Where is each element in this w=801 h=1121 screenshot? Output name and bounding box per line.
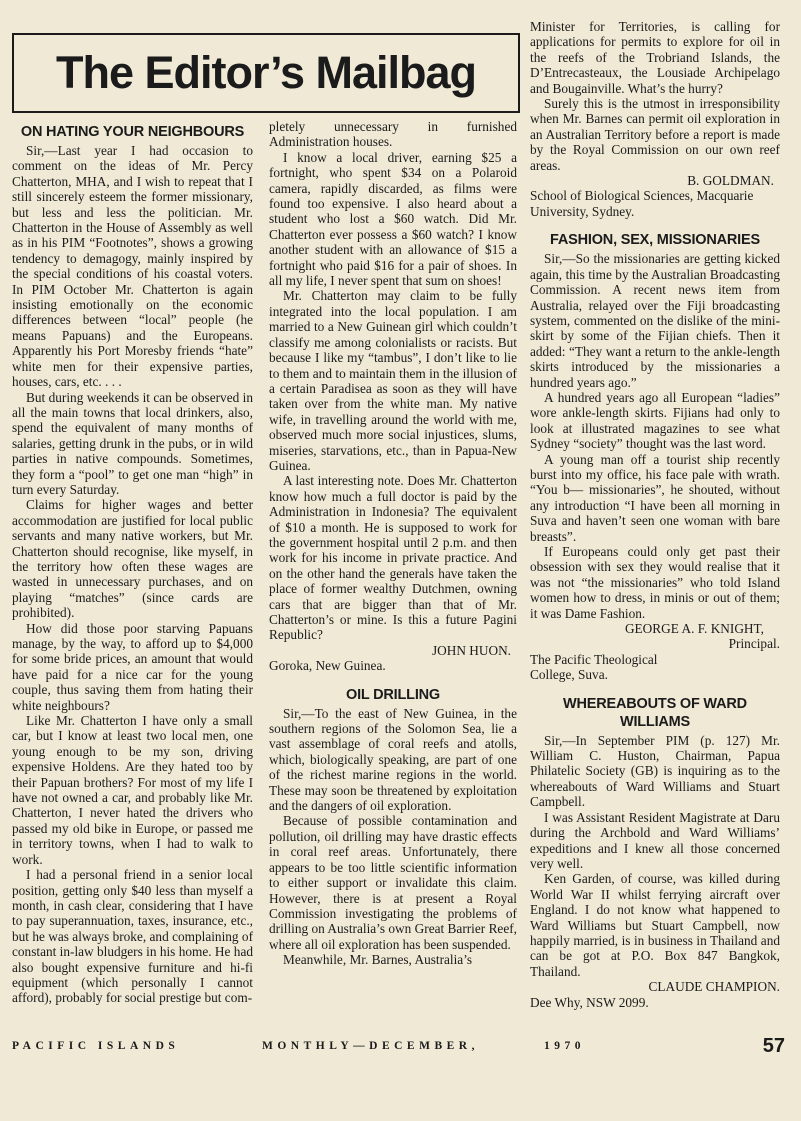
letter-paragraph: A young man off a tourist ship recently burst into my office, his face pale with wrath. “You b— missionaries”, he shouted, without any introduction “I have been all morning in Suva and haven’t seen one woman with bare breasts”. bbox=[530, 451, 780, 544]
letter-paragraph: Sir,—So the missionaries are getting kicked again, this time by the Australian Broadcasting Commission. A recent news item from Australia, relayed over the Fiji broadcasting system, commented on the dislike of the mini-skirt by some of the Fijian chiefs. Then it added: “They want a return to the ankle-length skirts introduced by the missionaries a hundred years ago.” bbox=[530, 251, 780, 390]
letter-heading: OIL DRILLING bbox=[346, 686, 440, 703]
letter-affiliation: School of Biological Sciences, Macquarie University, Sydney. bbox=[530, 188, 754, 219]
column-2 bbox=[269, 119, 517, 968]
letter-paragraph: Because of possible contamination and pollution, oil drilling may have drastic effects in coral reef areas. Unfortunately, there appears to be too little scientific information to either support or invalidate this claim. However, there is at present a Royal Commission investigating the problems of drilling on Australia’s own Great Barrier Reef, where all oil exploration has been suspended. bbox=[269, 813, 517, 952]
footer-publication: PACIFIC ISLANDS bbox=[12, 1040, 180, 1052]
column-1 bbox=[12, 123, 253, 1006]
letter-paragraph: But during weekends it can be observed in all the main towns that local drinkers, also, spend the equivalent of many months of salaries, getting drunk in the pubs, or in wild parties in native compounds. Sometimes, they form a “pool” to get one man “high” in turn every Saturday. bbox=[12, 389, 253, 497]
letter-paragraph: Meanwhile, Mr. Barnes, Australia’s bbox=[283, 952, 473, 968]
page-footer bbox=[12, 1034, 785, 1058]
page-number: 57 bbox=[762, 1034, 785, 1057]
letter-paragraph: Mr. Chatterton may claim to be fully integrated into the local population. I am married to a New Guinean girl which couldn’t classify me among colonialists or racists. But because I like my “tambus”, I don’t like to lie to them and to maintain them in the illusion of a certain Paradisea as soon as they will have taken over from the white man. My native wife, in travelling around the world with me, observed much more social injustices, slums, miseries, starvations, etc., than in Papua-New Guinea. bbox=[269, 288, 517, 473]
letter-paragraph: pletely unnecessary in furnished Administration houses. bbox=[269, 119, 517, 150]
letter-paragraph: Surely this is the utmost in irresponsibility when Mr. Barnes can permit oil exploration in an Australian Territory before a report is made by the Royal Commission on our own reef areas. bbox=[530, 96, 780, 173]
letter-place: Goroka, New Guinea. bbox=[269, 658, 386, 674]
letter-paragraph: If Europeans could only get past their obsession with sex they would realise that it was not “the missionaries” who told Island women how to dress, in minis or out of them; it was Dame Fashion. bbox=[530, 544, 780, 621]
letter-place: Dee Why, NSW 2099. bbox=[530, 994, 649, 1010]
letter-paragraph: A last interesting note. Does Mr. Chatterton know how much a full doctor is paid by the Administration in Indonesia? The equivalent of $10 a month. He is supposed to work for the government hospital until 2 p.m. and then work for his income in private practice. And on the other hand the generals have taken the place of former wealthy Dutchmen, owning cars that are bigger than that of Mr. Chatterton’s or mine. Is this a future Pagini Republic? bbox=[269, 473, 517, 643]
letter-paragraph: I had a personal friend in a senior local position, getting only $40 less than myself a month, in cash clear, considering that I have to pay superannuation, taxes, insurance, etc., but he was always broke, and complaining of constant in-law bludgers in his home. He had also bought expensive furniture and hi-fi equipment (which personally I cannot afford), probably for social prestige but com- bbox=[12, 867, 253, 1006]
letter-paragraph: How did those poor starving Papuans manage, by the way, to afford up to $4,000 for some bride prices, an amount that would have paid for a nice car for the young couple, thus saving them from hating their white neighbours? bbox=[12, 620, 253, 713]
letter-title: Principal. bbox=[728, 636, 780, 652]
letter-affiliation: The Pacific Theological College, Suva. bbox=[530, 651, 658, 683]
letter-paragraph: Sir,—Last year I had occasion to comment on the ideas of Mr. Percy Chatterton, MHA, and I wish to repeat that I still sincerely esteem the former missionary, but less and less the politician. Mr. Chatterton in the House of Assembly as well as in his PIM “Footnotes”, shows a growing tendency to demagogy, mainly inspired by the special conditions of his coastal voters. In PIM October Mr. Chatterton is again insisting emotionally on the economic differences between “local” people (he means Papuans) and the Europeans. Apparently his Port Moresby friends “hate” white men for their expensive parties, houses, cars, etc. . . . bbox=[12, 143, 253, 390]
column-3 bbox=[530, 19, 780, 1010]
letter-paragraph: Claims for higher wages and better accommodation are justified for local public servants and many native workers, but Mr. Chatterton should recognise, like myself, in the territory how often these wages are wasted in unnecessary purchases, and on playing “matches” (since cards are prohibited). bbox=[12, 497, 253, 621]
letter-paragraph: Ken Garden, of course, was killed during World War II whilst ferrying aircraft over England. I do not know what happened to Ward Williams but Stuart Campbell, now happily married, is in business in Thailand and can be got at P.O. Box 847 Bangkok, Thailand. bbox=[530, 871, 780, 979]
footer-issue: MONTHLY—DECEMBER, bbox=[262, 1040, 479, 1052]
letter-paragraph: I was Assistant Resident Magistrate at Daru during the Archbold and Ward Williams’ expeditions and I knew all those concerned very well. bbox=[530, 809, 780, 871]
letter-paragraph: A hundred years ago all European “ladies” wore ankle-length skirts. Fijians had only to look at illustrated magazines to see what Sydney “society” thought was the last word. bbox=[530, 389, 780, 452]
footer-year: 1970 bbox=[544, 1040, 585, 1052]
letter-paragraph: Minister for Territories, is calling for applications for permits to explore for oil in the reefs of the Trobriand Islands, the D’Entrecasteaux, the Lousiade Archipelago and Bougainville. What’s the hurry? bbox=[530, 19, 780, 96]
page-title: The Editor’s Mailbag bbox=[55, 47, 477, 98]
letter-signature: B. GOLDMAN. bbox=[687, 173, 774, 189]
letter-heading: WHEREABOUTS OF WARD WILLIAMS bbox=[563, 695, 747, 730]
letter-paragraph: Like Mr. Chatterton I have only a small car, but I know at least two local men, one young enough to be my son, driving expensive Holdens. Are they hated too by their Papuan brothers? For most of my life I have not owned a car, and probably like Mr. Chatterton, I never hated the drivers who passed my old bike in Europe, or passed me in territory towns, when I had to walk to work. bbox=[12, 713, 253, 867]
letter-paragraph: I know a local driver, earning $25 a fortnight, who spent $34 on a Polaroid camera, rapidly discarded, as films were found too expensive. I also heard about a student who lost a $60 watch. Did Mr. Chatterton ever possess a $60 watch? I know another student with an allowance of $15 a fortnight who paid $16 for a pair of shoes. In all my life, I never spent that sum on shoes! bbox=[269, 149, 517, 289]
letter-signature: CLAUDE CHAMPION. bbox=[648, 979, 780, 995]
title-box bbox=[12, 33, 520, 113]
letter-signature: GEORGE A. F. KNIGHT, bbox=[624, 621, 764, 637]
letter-paragraph: Sir,—In September PIM (p. 127) Mr. William C. Huston, Chairman, Papua Philatelic Society (GB) is inquiring as to the whereabouts of Ward Williams and Stuart Campbell. bbox=[530, 732, 780, 810]
letter-heading: FASHION, SEX, MISSIONARIES bbox=[550, 232, 760, 249]
letter-signature: JOHN HUON. bbox=[431, 642, 511, 658]
letter-heading: ON HATING YOUR NEIGHBOURS bbox=[20, 124, 245, 140]
letter-paragraph: Sir,—To the east of New Guinea, in the southern regions of the Solomon Sea, lie a vast assemblage of coral reefs and atolls, which, biologically speaking, are part of one of the richest marine regions in the world. These may soon be threatened by exploitation and the dangers of oil exploration. bbox=[269, 705, 517, 814]
